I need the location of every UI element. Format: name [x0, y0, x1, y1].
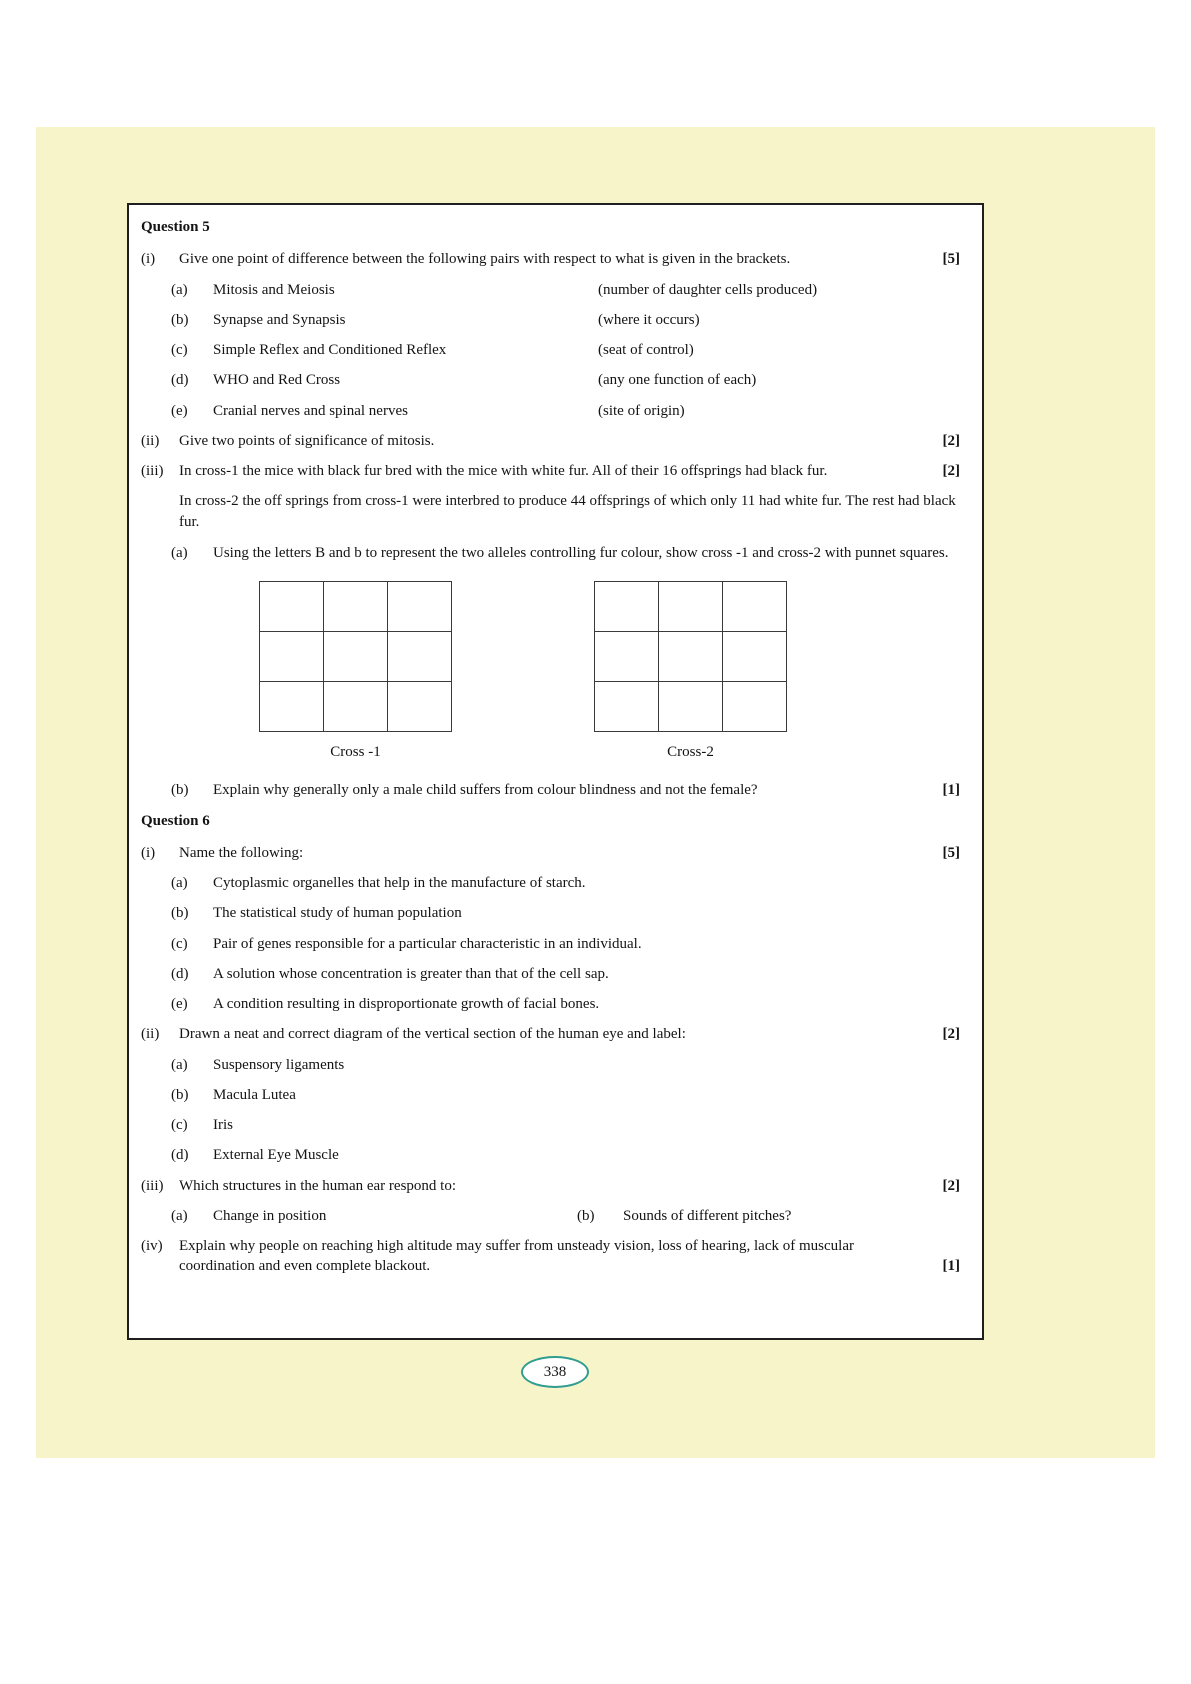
sub-bracket: (seat of control) — [598, 342, 694, 358]
q5-i-sub-d — [171, 370, 960, 390]
sub-text: Iris — [213, 1117, 233, 1133]
punnett-cell — [388, 582, 452, 632]
sub-text: WHO and Red Cross — [213, 372, 341, 389]
marks-badge: [2] — [942, 1026, 960, 1043]
item-number: (i) — [141, 251, 156, 268]
punnett-squares-block — [141, 581, 960, 762]
punnett-cell — [595, 682, 659, 732]
punnett-cell — [595, 582, 659, 632]
q6-ii-sub-b — [171, 1085, 960, 1105]
sub-label: (a) — [171, 544, 188, 561]
sub-label: (d) — [171, 965, 189, 982]
sub-text: A condition resulting in disproportionate growth of facial bones. — [213, 996, 600, 1012]
q5-iii-sub-a — [171, 543, 960, 563]
sub-label: (c) — [171, 1117, 188, 1133]
page-number-badge — [521, 1356, 589, 1388]
q6-item-iii — [141, 1176, 960, 1196]
item-number: (i) — [141, 844, 156, 861]
question-paper-box — [127, 203, 984, 1340]
item-text: Give two points of significance of mitosis. — [179, 432, 435, 449]
sub-text: Mitosis and Meiosis — [213, 281, 335, 298]
punnett-cell — [723, 632, 787, 682]
punnett-cell — [388, 682, 452, 732]
q5-i-sub-b — [171, 310, 960, 330]
sub-label: (c) — [171, 935, 188, 952]
q6-i-sub-e — [171, 994, 960, 1014]
marks-badge: [2] — [942, 463, 960, 479]
punnett-cell — [324, 582, 388, 632]
sub-label: (a) — [171, 281, 188, 298]
marks-badge: [1] — [942, 782, 960, 799]
sub-label: (a) — [171, 1207, 188, 1224]
sub-label: (a) — [171, 875, 188, 891]
sub-text: Change in position — [213, 1207, 327, 1224]
marks-badge: [5] — [942, 844, 960, 861]
page-number: 338 — [543, 1363, 567, 1380]
sub-text: Simple Reflex and Conditioned Reflex — [213, 342, 447, 358]
punnett-cell — [260, 632, 324, 682]
q5-item-i — [141, 249, 960, 269]
q5-i-sub-a — [171, 280, 960, 300]
punnett-cell — [324, 682, 388, 732]
q6-i-sub-c — [171, 934, 960, 954]
sub-text: External Eye Muscle — [213, 1147, 339, 1164]
sub-label: (b) — [171, 905, 189, 922]
punnett-cell — [595, 632, 659, 682]
punnett-cell — [723, 582, 787, 632]
sub-label: (b) — [171, 1086, 189, 1103]
punnett-square-cross1 — [259, 581, 452, 732]
sub-text: Macula Lutea — [213, 1086, 296, 1103]
sub-label: (e) — [171, 996, 188, 1012]
sub-label: (d) — [171, 372, 189, 389]
sub-text: Suspensory ligaments — [213, 1056, 345, 1073]
item-text: In cross-1 the mice with black fur bred with the mice with white fur. All of their 16 offsprings had black fur. — [179, 463, 828, 479]
punnett-cell — [388, 632, 452, 682]
item-text: Give one point of difference between the following pairs with respect to what is given in the brackets. — [179, 251, 791, 268]
sub-text: A solution whose concentration is greater than that of the cell sap. — [213, 965, 609, 982]
sub-text: Explain why generally only a male child suffers from colour blindness and not the female? — [213, 782, 758, 799]
sub-label: (b) — [171, 311, 189, 328]
q6-item-i — [141, 843, 960, 863]
marks-badge: [2] — [942, 432, 960, 449]
item-number: (iv) — [141, 1238, 163, 1254]
punnett-square-cross2 — [594, 581, 787, 732]
q6-i-sub-d — [171, 964, 960, 984]
punnett-cell — [324, 632, 388, 682]
question5-title: Question 5 — [141, 219, 210, 235]
sub-label: (a) — [171, 1056, 188, 1073]
item-text: Explain why people on reaching high altitude may suffer from unsteady vision, loss of hearing, lack of muscular coordination and even complete blackout. — [179, 1238, 854, 1275]
sub-bracket: (where it occurs) — [598, 311, 700, 328]
item-number: (ii) — [141, 1026, 160, 1043]
sub-text: Cranial nerves and spinal nerves — [213, 402, 408, 419]
marks-badge: [5] — [942, 251, 960, 268]
item-number: (iii) — [141, 1177, 164, 1194]
sub-text: Cytoplasmic organelles that help in the manufacture of starch. — [213, 875, 586, 891]
sub-text: Pair of genes responsible for a particular characteristic in an individual. — [213, 935, 642, 952]
cross2-label: Cross-2 — [667, 744, 714, 760]
cross2-grid-wrap — [594, 581, 787, 762]
item-number: (iii) — [141, 463, 164, 479]
q5-item-iii — [141, 461, 960, 481]
sub-label: (b) — [577, 1207, 595, 1224]
punnett-cell — [723, 682, 787, 732]
item-text: Drawn a neat and correct diagram of the vertical section of the human eye and label: — [179, 1026, 686, 1043]
marks-badge: [1] — [942, 1258, 960, 1275]
question6-title: Question 6 — [141, 812, 210, 829]
sub-bracket: (any one function of each) — [598, 372, 757, 389]
sub-bracket: (site of origin) — [598, 402, 685, 419]
punnett-cell — [260, 682, 324, 732]
q6-i-sub-b — [171, 903, 960, 923]
punnett-cell — [260, 582, 324, 632]
sub-label: (c) — [171, 342, 188, 358]
punnett-cell — [659, 632, 723, 682]
sub-text: Using the letters B and b to represent the two alleles controlling fur colour, show cross -1 and cross-2 with punnet squares. — [213, 544, 949, 561]
q6-i-sub-a — [171, 873, 960, 893]
q5-iii-sub-b — [171, 780, 960, 800]
cross1-grid-wrap — [259, 581, 452, 762]
q6-item-ii — [141, 1024, 960, 1044]
sub-text: Sounds of different pitches? — [623, 1207, 792, 1224]
sub-label: (e) — [171, 402, 188, 419]
cross1-label: Cross -1 — [330, 744, 381, 760]
q5-iii-continuation: In cross-2 the off springs from cross-1 were interbred to produce 44 offsprings of which only 11 had white fur. The rest had black fur. — [179, 493, 956, 530]
q5-i-sub-c — [171, 340, 960, 360]
q6-iii-sub-row — [171, 1206, 960, 1226]
item-text: Name the following: — [179, 844, 304, 861]
q5-i-sub-e — [171, 401, 960, 421]
q6-ii-sub-a — [171, 1055, 960, 1075]
punnett-cell — [659, 582, 723, 632]
sub-text: The statistical study of human population — [213, 905, 462, 922]
punnett-cell — [659, 682, 723, 732]
sub-bracket: (number of daughter cells produced) — [598, 281, 818, 298]
q6-item-iv — [141, 1236, 960, 1277]
item-text: Which structures in the human ear respond to: — [179, 1177, 457, 1194]
q6-ii-sub-c — [171, 1115, 960, 1135]
q5-item-ii — [141, 431, 960, 451]
sub-label: (b) — [171, 782, 189, 799]
sub-text: Synapse and Synapsis — [213, 311, 346, 328]
q6-ii-sub-d — [171, 1145, 960, 1165]
sub-label: (d) — [171, 1147, 189, 1164]
item-number: (ii) — [141, 432, 160, 449]
marks-badge: [2] — [942, 1177, 960, 1194]
